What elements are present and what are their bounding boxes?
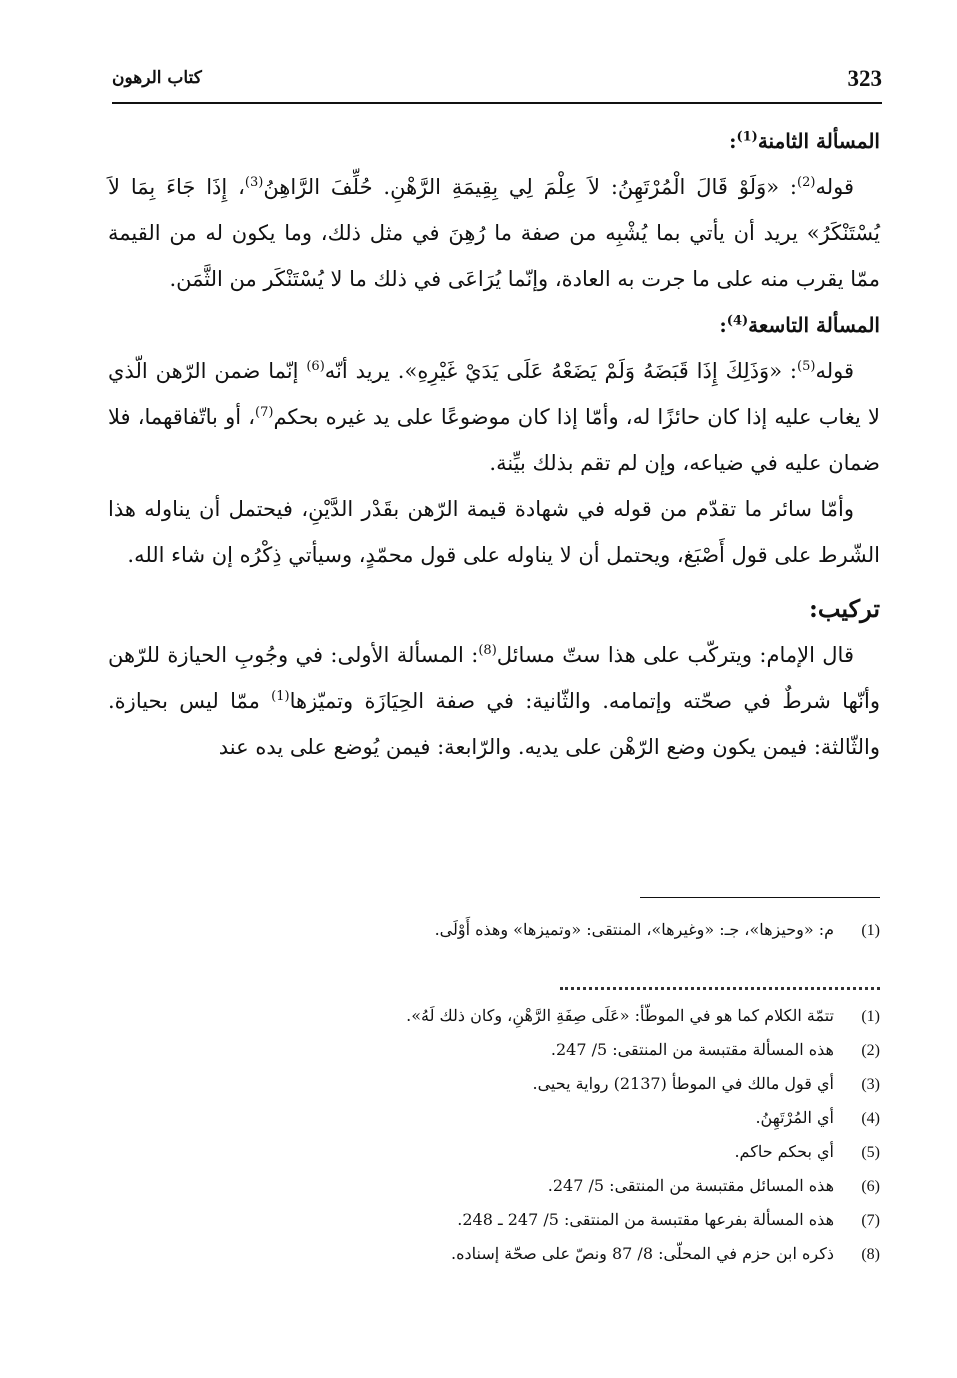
footnote-text: أي المُرْتَهِنُ.	[755, 1108, 834, 1127]
footnote-text: تتمّة الكلام كما هو في الموطّأ: «عَلَى صِفَةِ الرَّهْنِ، وكان ذلك لَهُ».	[406, 1006, 834, 1025]
footnote-ref: (1)	[271, 689, 290, 704]
footnote-number: (4)	[861, 1110, 880, 1127]
heading-ninth-issue	[108, 302, 880, 348]
text-run: ، أو باتّفاقهما، فلا ضمان عليه في ضياعه، وإن لم تقم بذلك بيِّنة.	[108, 405, 880, 475]
heading-tarkib: تركيب:	[808, 594, 880, 623]
footnote-item	[108, 1142, 880, 1176]
footnote-number: (5)	[861, 1144, 880, 1161]
footnote-number: (3)	[861, 1076, 880, 1093]
footnote-text: هذه المسألة مقتبسة من المنتقى: 5/ 247.	[550, 1040, 834, 1059]
footnote-text: هذه المسائل مقتبسة من المنتقى: 5/ 247.	[547, 1176, 834, 1195]
page-number: 323	[847, 66, 882, 91]
paragraph-2	[108, 348, 880, 486]
footnote-item	[108, 1210, 880, 1244]
footnote-ref: (7)	[255, 405, 274, 420]
footnote-number: (1)	[861, 1008, 880, 1025]
text-run: إنّما ضمن الرّهن الّذي لا يغاب عليه إذا كان حائزًا له، وأمّا إذا كان موضوعًا على يد غيره بحكم	[108, 359, 880, 429]
text-run: : «وَلَوْ قَالَ الْمُرْتَهِنُ: لاَ عِلْمَ لِي بِقِيمَةِ الرَّهْنِ. حُلِّفَ الرَّاهِنُ	[263, 175, 797, 199]
dotted-divider	[560, 987, 880, 990]
heading-text: المسألة التاسعة	[748, 313, 880, 337]
footnote-ref: (6)	[306, 359, 325, 374]
heading-eighth-issue	[108, 118, 880, 164]
footnote-text: أي قول مالك في الموطأ (2137) رواية يحيى.	[532, 1074, 834, 1093]
text-run: ، إِذَا جَاءَ بِمَا لاَ يُسْتَنْكَرُ» يريد أن يأتي بما يُشْبِه من صفة ما رُهِنَ في مثل ذلك، وما يكون له من القيمة ممّا يقرب منه على ما جرت به العادة، وإنّما يُرَاعَى في ذلك ما لا يُسْتَنْكَر من الثَّمَن.	[108, 175, 880, 291]
paragraph-3: وأمّا سائر ما تقدّم من قوله في شهادة قيمة الرّهن بقَدْر الدَّيْنِ، فيحتمل أن يناوله هذا الشّرط على قول أَصْبَغ، ويحتمل أن لا يناوله على قول محمّدٍ، وسيأتي ذِكْرُه إن شاء الله.	[108, 497, 880, 567]
text-run: : «وَذَلِكَ إِذَا قَبَضَهُ وَلَمْ يَضَعْهُ عَلَى يَدَيْ غَيْرِهِ». يريد أنّه	[324, 359, 798, 383]
footnote-ref: (1)	[736, 129, 758, 145]
footnote-number: (6)	[861, 1178, 880, 1195]
main-text	[108, 118, 880, 770]
footnotes-list	[108, 1006, 880, 1278]
footnote-number: (8)	[861, 1246, 880, 1263]
footnote-text: أي بحكم حاكم.	[734, 1142, 834, 1161]
footnotes-current	[108, 920, 880, 954]
heading-colon: :	[729, 129, 737, 153]
footnote-item	[108, 920, 880, 954]
footnote-number: (1)	[861, 922, 880, 939]
footnote-item	[108, 1040, 880, 1074]
paragraph-1	[108, 164, 880, 302]
footnote-separator	[640, 897, 880, 898]
footnote-item	[108, 1244, 880, 1278]
footnote-text: ذكره ابن حزم في المحلّى: 8/ 87 ونصّ على صحّة إسناده.	[451, 1244, 834, 1263]
page-header	[112, 62, 882, 104]
footnote-item	[108, 1176, 880, 1210]
footnote-number: (7)	[861, 1212, 880, 1229]
footnote-text: هذه المسألة بفرعها مقتبسة من المنتقى: 5/ 247 ـ 248.	[457, 1210, 834, 1229]
footnote-number: (2)	[861, 1042, 880, 1059]
running-title: كتاب الرهون	[112, 68, 202, 88]
footnote-ref: (5)	[797, 359, 816, 374]
heading-text: المسألة الثامنة	[757, 129, 880, 153]
text-run: ممّا ليس بحيازة. والثّالثة: فيمن يكون وضع الرّهْن على يديه. والرّابعة: فيمن يُوضع على يده عند	[108, 689, 880, 759]
footnote-item	[108, 1108, 880, 1142]
text-run: قوله	[815, 359, 854, 383]
footnote-ref: (4)	[726, 313, 749, 329]
footnote-ref: (3)	[244, 175, 264, 190]
text-run: قوله	[815, 175, 854, 199]
footnote-text: م: «وحيزها»، جـ: «وغيرها»، المنتقى: «وتميزها» وهذه أَوْلَى.	[434, 920, 834, 939]
footnote-item	[108, 1006, 880, 1040]
paragraph-4	[108, 632, 880, 770]
text-run: : المسألة الأولى: في وجُوبِ الحيازة للرّهن وأنّها شرطٌ في صحّته وإتمامه. والثّانية: في صفة الحِيَازَة وتميّزها	[108, 643, 880, 713]
footnote-item	[108, 1074, 880, 1108]
footnote-ref: (2)	[797, 175, 816, 190]
heading-colon: :	[719, 313, 727, 337]
footnote-ref: (8)	[478, 643, 497, 658]
text-run: قال الإمام: ويتركّب على هذا ستّ مسائل	[496, 643, 854, 667]
